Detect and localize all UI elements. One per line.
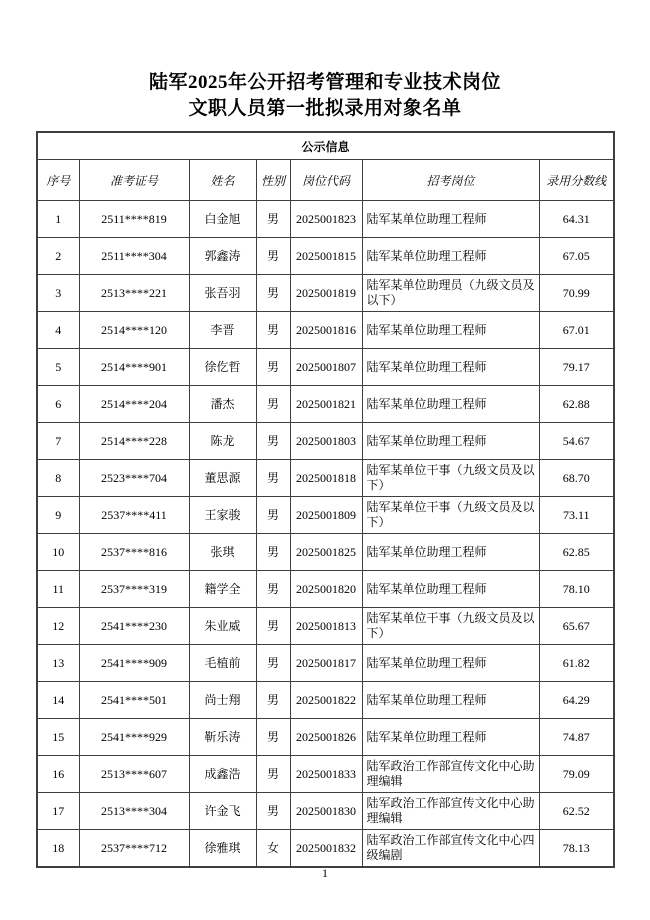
cell-row-index: 16 [37,756,79,793]
cell-position-title: 陆军某单位助理工程师 [362,682,539,719]
cell-name: 张吾羽 [189,275,256,312]
cell-score: 64.29 [539,682,614,719]
cell-position-title: 陆军某单位助理工程师 [362,201,539,238]
cell-name: 毛植前 [189,645,256,682]
page-number: 1 [322,866,328,880]
cell-exam-number: 2514****901 [79,349,189,386]
table-section-header-row [37,132,614,160]
cell-position-code: 2025001822 [290,682,362,719]
column-header-position-title: 招考岗位 [362,160,539,201]
document-title-line1: 陆军2025年公开招考管理和专业技术岗位 [148,72,501,93]
cell-score: 54.67 [539,423,614,460]
cell-position-title: 陆军某单位助理工程师 [362,645,539,682]
cell-position-code: 2025001813 [290,608,362,645]
cell-exam-number: 2523****704 [79,460,189,497]
cell-row-index: 5 [37,349,79,386]
table-row [37,386,614,423]
cell-position-title: 陆军政治工作部宣传文化中心四级编剧 [362,830,539,868]
cell-position-code: 2025001823 [290,201,362,238]
column-header-row-index: 序号 [37,160,79,201]
cell-gender: 男 [256,312,290,349]
cell-name: 成鑫浩 [189,756,256,793]
column-header-position-code: 岗位代码 [290,160,362,201]
table-body [37,201,614,868]
cell-position-title: 陆军某单位助理工程师 [362,719,539,756]
cell-position-code: 2025001807 [290,349,362,386]
column-header-gender: 性别 [256,160,290,201]
column-header-exam-number: 准考证号 [79,160,189,201]
cell-gender: 男 [256,534,290,571]
table-row [37,349,614,386]
cell-exam-number: 2513****221 [79,275,189,312]
table-row [37,312,614,349]
cell-position-code: 2025001825 [290,534,362,571]
cell-gender: 男 [256,201,290,238]
column-header-score: 录用分数线 [539,160,614,201]
cell-name: 徐雅琪 [189,830,256,868]
cell-row-index: 17 [37,793,79,830]
cell-gender: 男 [256,386,290,423]
cell-exam-number: 2513****607 [79,756,189,793]
table-row [37,756,614,793]
cell-position-title: 陆军政治工作部宣传文化中心助理编辑 [362,756,539,793]
cell-position-code: 2025001803 [290,423,362,460]
table-column-header-row [37,160,614,201]
cell-row-index: 2 [37,238,79,275]
cell-position-title: 陆军某单位助理工程师 [362,349,539,386]
cell-name: 王家骏 [189,497,256,534]
cell-position-code: 2025001826 [290,719,362,756]
table-row [37,497,614,534]
cell-score: 61.82 [539,645,614,682]
cell-score: 62.85 [539,534,614,571]
cell-row-index: 11 [37,571,79,608]
cell-position-code: 2025001815 [290,238,362,275]
cell-name: 靳乐涛 [189,719,256,756]
cell-position-code: 2025001833 [290,756,362,793]
table-row [37,534,614,571]
cell-position-title: 陆军某单位助理工程师 [362,386,539,423]
cell-position-code: 2025001816 [290,312,362,349]
cell-name: 潘杰 [189,386,256,423]
cell-position-title: 陆军政治工作部宣传文化中心助理编辑 [362,793,539,830]
cell-position-code: 2025001818 [290,460,362,497]
cell-row-index: 9 [37,497,79,534]
cell-score: 78.10 [539,571,614,608]
cell-position-title: 陆军某单位干事（九级文员及以下） [362,497,539,534]
cell-position-code: 2025001819 [290,275,362,312]
table-row [37,830,614,868]
cell-score: 79.17 [539,349,614,386]
cell-score: 78.13 [539,830,614,868]
cell-position-title: 陆军某单位助理工程师 [362,423,539,460]
cell-row-index: 18 [37,830,79,868]
cell-position-code: 2025001809 [290,497,362,534]
table-row [37,275,614,312]
cell-gender: 男 [256,423,290,460]
cell-position-code: 2025001817 [290,645,362,682]
cell-name: 许金飞 [189,793,256,830]
cell-position-title: 陆军某单位助理工程师 [362,571,539,608]
cell-row-index: 13 [37,645,79,682]
table-row [37,608,614,645]
cell-gender: 男 [256,719,290,756]
cell-gender: 男 [256,238,290,275]
table-row [37,238,614,275]
cell-gender: 男 [256,349,290,386]
cell-score: 62.88 [539,386,614,423]
document-title [0,70,650,122]
cell-gender: 男 [256,275,290,312]
document-title-line2: 文职人员第一批拟录用对象名单 [188,98,462,120]
cell-position-title: 陆军某单位助理工程师 [362,534,539,571]
cell-name: 籍学全 [189,571,256,608]
cell-exam-number: 2513****304 [79,793,189,830]
cell-exam-number: 2541****909 [79,645,189,682]
cell-exam-number: 2537****411 [79,497,189,534]
cell-row-index: 14 [37,682,79,719]
cell-exam-number: 2537****816 [79,534,189,571]
cell-position-title: 陆军某单位助理工程师 [362,312,539,349]
cell-score: 79.09 [539,756,614,793]
cell-score: 68.70 [539,460,614,497]
table-row [37,719,614,756]
cell-gender: 男 [256,682,290,719]
cell-position-title: 陆军某单位助理工程师 [362,238,539,275]
cell-row-index: 1 [37,201,79,238]
cell-exam-number: 2541****929 [79,719,189,756]
cell-name: 李晋 [189,312,256,349]
table-row [37,460,614,497]
cell-name: 张琪 [189,534,256,571]
cell-name: 白金旭 [189,201,256,238]
cell-exam-number: 2514****228 [79,423,189,460]
cell-exam-number: 2541****230 [79,608,189,645]
cell-row-index: 8 [37,460,79,497]
cell-exam-number: 2537****712 [79,830,189,868]
table-row [37,682,614,719]
cell-gender: 男 [256,460,290,497]
table-row [37,571,614,608]
cell-name: 尚士翔 [189,682,256,719]
cell-exam-number: 2514****120 [79,312,189,349]
cell-gender: 男 [256,571,290,608]
cell-score: 65.67 [539,608,614,645]
cell-gender: 男 [256,793,290,830]
cell-row-index: 12 [37,608,79,645]
cell-score: 64.31 [539,201,614,238]
cell-row-index: 7 [37,423,79,460]
cell-exam-number: 2541****501 [79,682,189,719]
cell-gender: 男 [256,756,290,793]
cell-exam-number: 2511****304 [79,238,189,275]
cell-name: 朱业威 [189,608,256,645]
table-row [37,423,614,460]
cell-gender: 男 [256,497,290,534]
cell-row-index: 15 [37,719,79,756]
table-row [37,645,614,682]
cell-exam-number: 2511****819 [79,201,189,238]
table-row [37,793,614,830]
cell-name: 陈龙 [189,423,256,460]
cell-position-title: 陆军某单位干事（九级文员及以下） [362,608,539,645]
cell-gender: 男 [256,608,290,645]
cell-position-code: 2025001821 [290,386,362,423]
cell-position-title: 陆军某单位助理员（九级文员及以下） [362,275,539,312]
cell-position-code: 2025001820 [290,571,362,608]
cell-score: 73.11 [539,497,614,534]
cell-name: 郭鑫涛 [189,238,256,275]
column-header-name: 姓名 [189,160,256,201]
table-section-header: 公示信息 [37,132,614,160]
cell-score: 62.52 [539,793,614,830]
cell-name: 徐仡哲 [189,349,256,386]
cell-row-index: 4 [37,312,79,349]
table-row [37,201,614,238]
cell-position-code: 2025001832 [290,830,362,868]
cell-row-index: 6 [37,386,79,423]
cell-exam-number: 2514****204 [79,386,189,423]
cell-name: 董思源 [189,460,256,497]
cell-position-code: 2025001830 [290,793,362,830]
cell-position-title: 陆军某单位干事（九级文员及以下） [362,460,539,497]
cell-score: 70.99 [539,275,614,312]
cell-row-index: 3 [37,275,79,312]
cell-score: 67.05 [539,238,614,275]
roster-table [36,131,615,868]
cell-gender: 女 [256,830,290,868]
cell-row-index: 10 [37,534,79,571]
cell-gender: 男 [256,645,290,682]
cell-score: 74.87 [539,719,614,756]
cell-score: 67.01 [539,312,614,349]
cell-exam-number: 2537****319 [79,571,189,608]
